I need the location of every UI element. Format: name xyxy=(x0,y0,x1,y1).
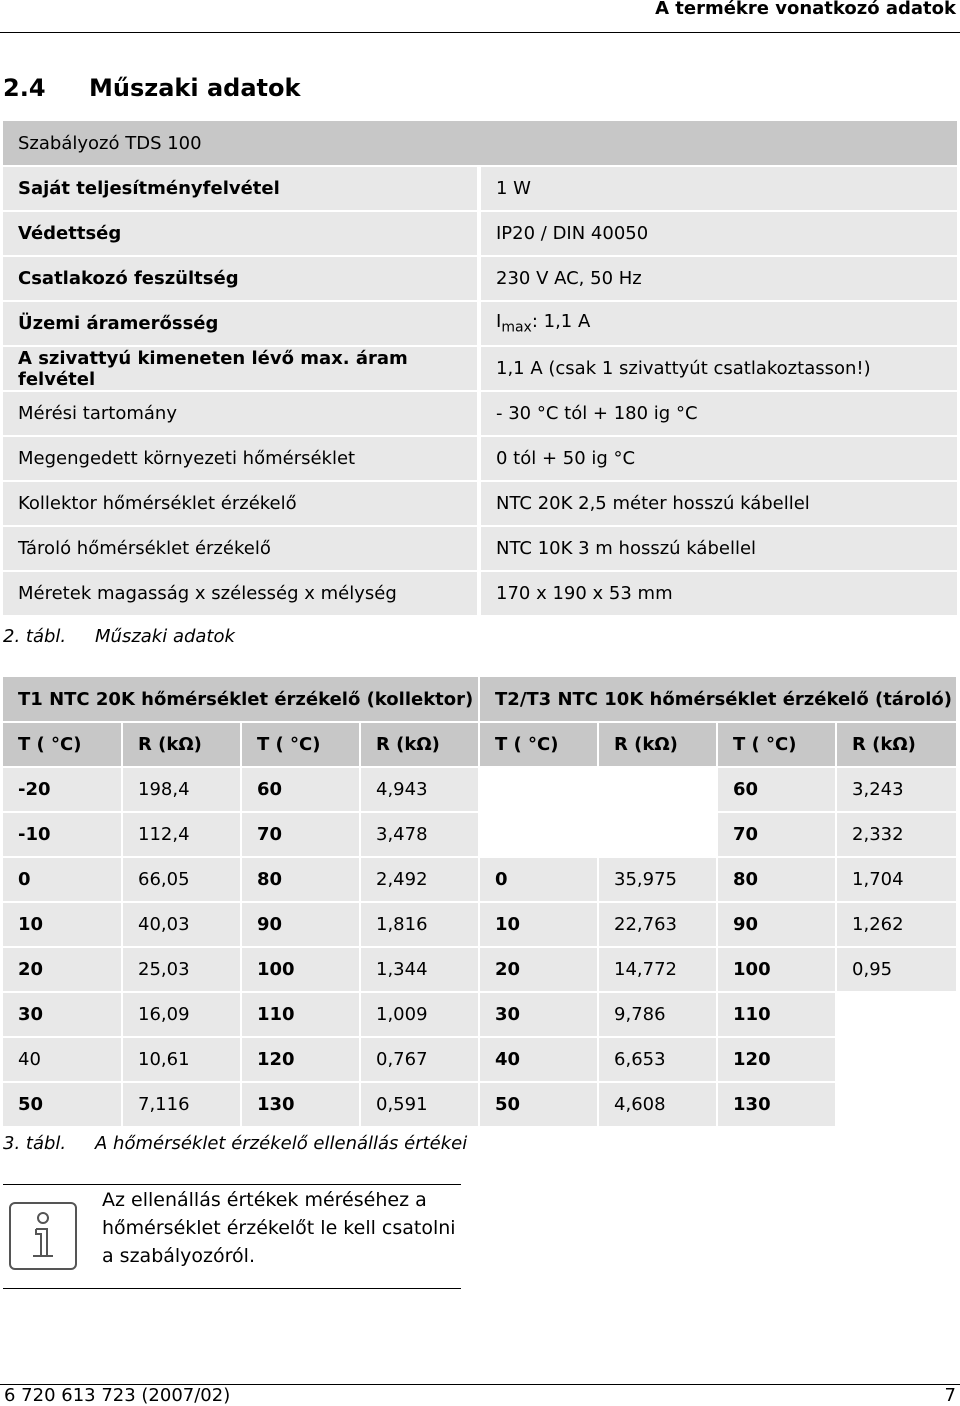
sensor-cell: 0,95 xyxy=(836,947,957,992)
sensor-cell: 1,704 xyxy=(836,857,957,902)
tech-row-value: NTC 10K 3 m hosszú kábellel xyxy=(479,526,957,571)
tech-row-label: Csatlakozó feszültség xyxy=(3,256,479,301)
tech-row-value: 1 W xyxy=(479,166,957,211)
section-title: Műszaki adatok xyxy=(89,74,301,102)
sensor-cell: 1,816 xyxy=(360,902,479,947)
sensor-group1-title: T1 NTC 20K hőmérséklet érzékelő (kollektor) xyxy=(3,677,479,722)
sensor-row xyxy=(3,992,957,1037)
sensor-cell: 20 xyxy=(479,947,598,992)
info-icon xyxy=(9,1202,77,1270)
sensor-cell: 0 xyxy=(3,857,122,902)
tech-row-value: 1,1 A (csak 1 szivattyút csatlakoztasson!) xyxy=(479,346,957,391)
tech-row xyxy=(3,526,957,571)
sensor-row xyxy=(3,767,957,812)
sensor-cell: 30 xyxy=(3,992,122,1037)
sensor-cell: 120 xyxy=(717,1037,836,1082)
section-number: 2.4 xyxy=(3,74,46,102)
sensor-cell: -20 xyxy=(3,767,122,812)
sensor-cell: 2,492 xyxy=(360,857,479,902)
sensor-cell: 25,03 xyxy=(122,947,241,992)
tech-row-value: IP20 / DIN 40050 xyxy=(479,211,957,256)
sensor-cell: 1,009 xyxy=(360,992,479,1037)
table3-caption-text: A hőmérséklet érzékelő ellenállás értékei xyxy=(95,1133,468,1154)
sensor-cell: 100 xyxy=(241,947,360,992)
footer-page-number: 7 xyxy=(944,1385,956,1406)
tech-row xyxy=(3,301,957,346)
sensor-col-header: T ( °C) xyxy=(3,722,122,767)
running-header: A termékre vonatkozó adatok xyxy=(655,0,956,19)
value-subscript: max xyxy=(501,319,532,336)
sensor-cell: 70 xyxy=(241,812,360,857)
tech-row xyxy=(3,391,957,436)
technical-data-table xyxy=(3,121,957,617)
sensor-cell: 130 xyxy=(717,1082,836,1127)
sensor-col-header: R (kΩ) xyxy=(360,722,479,767)
sensor-cell: 50 xyxy=(479,1082,598,1127)
sensor-cell: 1,262 xyxy=(836,902,957,947)
sensor-cell: 60 xyxy=(717,767,836,812)
table2-caption-text: Műszaki adatok xyxy=(95,626,235,647)
sensor-cell: 40 xyxy=(3,1037,122,1082)
tech-row-label: Megengedett környezeti hőmérséklet xyxy=(3,436,479,481)
sensor-cell xyxy=(479,767,598,812)
sensor-cell: 20 xyxy=(3,947,122,992)
sensor-cell: 120 xyxy=(241,1037,360,1082)
sensor-cell: 4,608 xyxy=(598,1082,717,1127)
tech-row-label: Kollektor hőmérséklet érzékelő xyxy=(3,481,479,526)
tech-row-value xyxy=(479,301,957,346)
tech-table-title: Szabályozó TDS 100 xyxy=(3,121,957,166)
sensor-col-header: R (kΩ) xyxy=(122,722,241,767)
tech-row xyxy=(3,481,957,526)
sensor-cell: 90 xyxy=(717,902,836,947)
sensor-cell: 198,4 xyxy=(122,767,241,812)
sensor-cell xyxy=(836,1082,957,1127)
note-top-rule xyxy=(3,1184,461,1185)
sensor-row xyxy=(3,947,957,992)
sensor-cell xyxy=(598,812,717,857)
sensor-cell: 10 xyxy=(479,902,598,947)
sensor-col-header: R (kΩ) xyxy=(598,722,717,767)
sensor-cell: 50 xyxy=(3,1082,122,1127)
sensor-cell: 3,478 xyxy=(360,812,479,857)
tech-row-label: Mérési tartomány xyxy=(3,391,479,436)
tech-row-label: A szivattyú kimeneten lévő max. áram felvétel xyxy=(3,346,479,391)
sensor-row xyxy=(3,1037,957,1082)
sensor-row xyxy=(3,1082,957,1127)
tech-row xyxy=(3,211,957,256)
tech-row xyxy=(3,346,957,391)
sensor-cell xyxy=(479,812,598,857)
sensor-cell: 10,61 xyxy=(122,1037,241,1082)
sensor-cell: 66,05 xyxy=(122,857,241,902)
tech-row-label: Tároló hőmérséklet érzékelő xyxy=(3,526,479,571)
tech-row-value: NTC 20K 2,5 méter hosszú kábellel xyxy=(479,481,957,526)
sensor-col-header: T ( °C) xyxy=(717,722,836,767)
sensor-row xyxy=(3,812,957,857)
tech-row xyxy=(3,166,957,211)
tech-row-value: 0 tól + 50 ig °C xyxy=(479,436,957,481)
sensor-cell: 100 xyxy=(717,947,836,992)
sensor-cell: 4,943 xyxy=(360,767,479,812)
sensor-cell: 35,975 xyxy=(598,857,717,902)
sensor-cell: 10 xyxy=(3,902,122,947)
table2-caption xyxy=(3,626,235,647)
sensor-cell: 110 xyxy=(241,992,360,1037)
sensor-cell: 80 xyxy=(241,857,360,902)
sensor-cell xyxy=(836,1037,957,1082)
sensor-cell: 1,344 xyxy=(360,947,479,992)
sensor-cell: 9,786 xyxy=(598,992,717,1037)
sensor-col-header: T ( °C) xyxy=(241,722,360,767)
tech-row xyxy=(3,571,957,616)
tech-row-label: Védettség xyxy=(3,211,479,256)
tech-row xyxy=(3,436,957,481)
sensor-cell: 90 xyxy=(241,902,360,947)
tech-row-label: Saját teljesítményfelvétel xyxy=(3,166,479,211)
tech-row-label: Méretek magasság x szélesség x mélység xyxy=(3,571,479,616)
sensor-cell: 6,653 xyxy=(598,1037,717,1082)
sensor-row xyxy=(3,902,957,947)
sensor-group2-title: T2/T3 NTC 10K hőmérséklet érzékelő (tároló) xyxy=(479,677,957,722)
tech-row-value: 230 V AC, 50 Hz xyxy=(479,256,957,301)
sensor-cell: 22,763 xyxy=(598,902,717,947)
sensor-cell: 80 xyxy=(717,857,836,902)
header-rule xyxy=(0,32,960,33)
tech-row-value: - 30 °C tól + 180 ig °C xyxy=(479,391,957,436)
sensor-col-header: R (kΩ) xyxy=(836,722,957,767)
value-prefix: I xyxy=(496,311,502,333)
sensor-cell xyxy=(836,992,957,1037)
value-text: : 1,1 A xyxy=(531,311,591,333)
sensor-cell: 0,591 xyxy=(360,1082,479,1127)
note-bottom-rule xyxy=(3,1288,461,1289)
section-heading xyxy=(3,74,300,102)
sensor-cell: 70 xyxy=(717,812,836,857)
table3-caption-label: 3. tábl. xyxy=(3,1133,67,1154)
sensor-cell: 0 xyxy=(479,857,598,902)
footer-doc-number: 6 720 613 723 (2007/02) xyxy=(4,1385,231,1406)
table2-caption-label: 2. tábl. xyxy=(3,626,67,647)
tech-row-label: Üzemi áramerősség xyxy=(3,301,479,346)
sensor-cell: 130 xyxy=(241,1082,360,1127)
sensor-cell: 30 xyxy=(479,992,598,1037)
sensor-col-header: T ( °C) xyxy=(479,722,598,767)
sensor-cell: 40,03 xyxy=(122,902,241,947)
sensor-cell: 40 xyxy=(479,1037,598,1082)
sensor-cell: 3,243 xyxy=(836,767,957,812)
sensor-cell: 7,116 xyxy=(122,1082,241,1127)
tech-row xyxy=(3,256,957,301)
sensor-cell: 16,09 xyxy=(122,992,241,1037)
sensor-resistance-table xyxy=(3,677,958,1128)
note-text: Az ellenállás értékek méréséhez a hőmérséklet érzékelőt le kell csatolni a szabályozóról. xyxy=(102,1189,456,1267)
sensor-cell: 0,767 xyxy=(360,1037,479,1082)
sensor-cell: -10 xyxy=(3,812,122,857)
sensor-cell: 112,4 xyxy=(122,812,241,857)
table3-caption xyxy=(3,1133,467,1154)
sensor-cell: 60 xyxy=(241,767,360,812)
tech-row-value: 170 x 190 x 53 mm xyxy=(479,571,957,616)
sensor-cell xyxy=(598,767,717,812)
sensor-row xyxy=(3,857,957,902)
sensor-cell: 110 xyxy=(717,992,836,1037)
sensor-cell: 14,772 xyxy=(598,947,717,992)
sensor-cell: 2,332 xyxy=(836,812,957,857)
